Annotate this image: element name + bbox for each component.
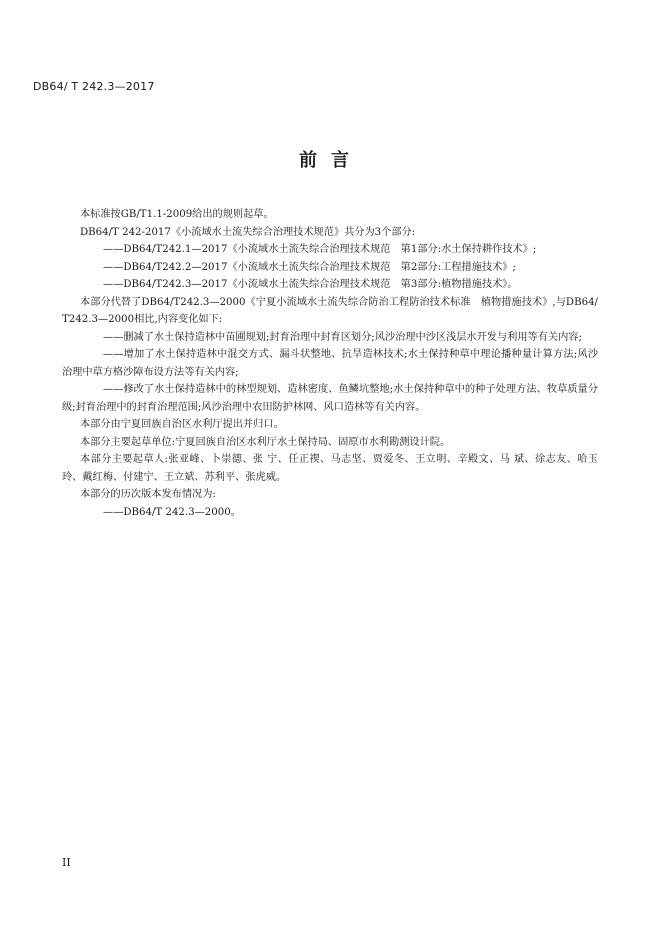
- list-item-part-3: ——DB64/T242.3—2017《小流域水土流失综合治理技术规范 第3部分:植物措施技术》。: [103, 279, 518, 290]
- list-item-modified: ——修改了水土保持造林中的林型规划、造林密度、鱼鳞坑整地;水土保持种草中的种子处理方法、牧草质量分级;封育治理中的封育治理范围;风沙治理中农田防护林网、风口造林等有关内容。: [62, 384, 598, 413]
- paragraph-drafting-units: 本部分主要起草单位:宁夏回族自治区水利厅水土保持局、固原市水利勘测设计院。: [80, 436, 451, 448]
- document-body: [62, 206, 598, 521]
- list-item-history-2000: ——DB64/T 242.3—2000。: [103, 506, 241, 518]
- paragraph-replacement: 本部分代替了DB64/T242.3—2000《宁夏小流域水土流失综合防治工程防治技术标准 植物措施技术》,与DB64/T242.3—2000相比,内容变化如下:: [62, 296, 598, 325]
- paragraph-history: 本部分的历次版本发布情况为:: [80, 489, 216, 500]
- list-item-part-1: ——DB64/T242.1—2017《小流域水土流失综合治理技术规范 第1部分:水土保持耕作技术》;: [103, 244, 537, 255]
- paragraph-parts-overview: DB64/T 242-2017《小流域水土流失综合治理技术规范》共分为3个部分:: [80, 226, 416, 238]
- page-title: 前言: [299, 150, 363, 171]
- list-item-added: ——增加了水土保持造林中混交方式、漏斗状整地、抗旱造林技术;水土保持种草中理论播种量计算方法;风沙治理中草方格沙障布设方法等有关内容;: [62, 349, 598, 378]
- standard-code: DB64/ T 242.3—2017: [33, 80, 155, 93]
- paragraph-drafters: 本部分主要起草人:张亚峰、卜崇德、张 宁、任正禊、马志坚、贾爱冬、王立明、辛殿文、马 斌、徐志友、哈玉玲、戴红梅、付建宁、王立斌、苏利平、张虎威。: [62, 454, 598, 483]
- list-item-part-2: ——DB64/T242.2—2017《小流域水土流失综合治理技术规范 第2部分:工程措施技术》;: [103, 261, 516, 273]
- list-item-removed: ——删减了水土保持造林中苗圃规划;封育治理中封育区划分;风沙治理中沙区浅层水开发与利用等有关内容;: [103, 331, 582, 343]
- paragraph-drafting-rule: 本标准按GB/T1.1-2009给出的规则起草。: [80, 209, 274, 220]
- paragraph-proposer: 本部分由宁夏回族自治区水利厅提出并归口。: [80, 419, 284, 430]
- page-number: II: [62, 856, 71, 869]
